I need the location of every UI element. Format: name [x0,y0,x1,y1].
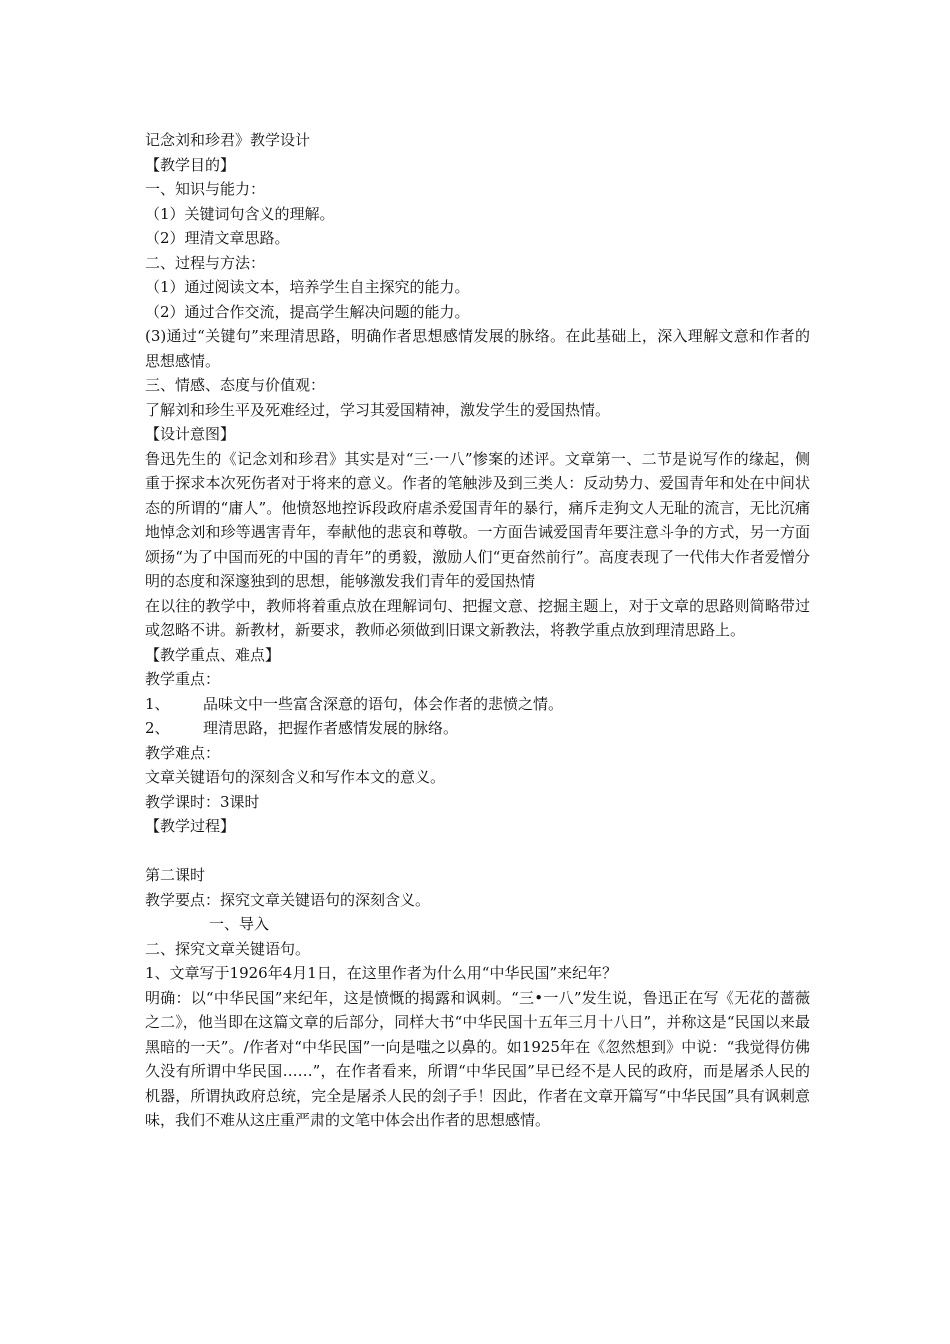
document-title: 记念刘和珍君》教学设计 [145,131,311,149]
key-point-1 [145,692,810,717]
blank-line [145,839,810,864]
lesson-2-point: 教学要点：探究文章关键语句的深刻含义。 [145,890,431,909]
objective-1-title: 一、知识与能力： [145,180,266,198]
heading-design-intent: 【设计意图】 [145,425,236,443]
key-point-2-text: 理清思路，把握作者感情发展的脉络。 [203,719,459,737]
objective-3-title: 三、情感、态度与价值观： [145,376,326,394]
class-hours: 教学课时：3课时 [145,792,260,811]
objective-1-item-a: （1）关键词句含义的理解。 [145,204,335,223]
difficulty-text: 文章关键语句的深刻含义和写作本文的意义。 [145,768,446,786]
step-2-title: 二、探究文章关键语句。 [145,939,311,958]
key-point-2-number: 2、 [145,719,170,737]
objective-2-item-c: (3)通过“关键句”来理清思路，明确作者思想感情发展的脉络。在此基础上，深入理解文意和作者的思想感情。 [145,327,810,370]
question-1: 1、文章写于1926年4月1日，在这里作者为什么用“中华民国”来纪年？ [145,964,618,982]
heading-key-points: 【教学重点、难点】 [145,645,281,664]
objective-2-item-a: （1）通过阅读文本，培养学生自主探究的能力。 [145,278,470,296]
design-intent-paragraph-1: 鲁迅先生的《记念刘和珍君》其实是对“三·一八”惨案的述评。文章第一、二节是说写作的缘起，侧重于探求本次死伤者对于将来的意义。作者的笔触涉及到三类人：反动势力、爱国青年和处在中间状态的所谓的“庸人”。他愤怒地控诉段政府虐杀爱国青年的暴行，痛斥走狗文人无耻的流言，无比沉痛地悼念刘和珍等遇害青年，奉献他的悲哀和尊敬。一方面告诫爱国青年要注意斗争的方式，另一方面颂扬“为了中国而死的中国的青年”的勇毅，激励人们“更奋然前行”。高度表现了一代伟大作者爱憎分明的态度和深邃独到的思想，能够激发我们青年的爱国热情 [145,449,810,590]
document-page [145,128,810,1133]
key-point-2 [145,716,810,741]
design-intent-paragraph-2: 在以往的教学中，教师将着重点放在理解词句、把握文意、挖掘主题上，对于文章的思路则简略带过或忽略不讲。新教材，新要求，教师必须做到旧课文新教法，将教学重点放到理清思路上。 [145,596,810,639]
heading-objectives: 【教学目的】 [145,155,236,174]
objective-2-title: 二、过程与方法： [145,253,266,272]
objective-2-item-b: （2）通过合作交流，提高学生解决问题的能力。 [145,302,470,321]
heading-process: 【教学过程】 [145,817,236,835]
key-point-1-number: 1、 [145,694,170,713]
objective-3-text: 了解刘和珍生平及死难经过，学习其爱国精神，激发学生的爱国热情。 [145,400,611,419]
key-point-1-text: 品味文中一些富含深意的语句，体会作者的悲愤之情。 [203,694,564,713]
answer-1: 明确：以“中华民国”来纪年，这是愤慨的揭露和讽刺。“三•一八”发生说，鲁迅正在写《无花的蔷薇之二》，他当即在这篇文章的后部分，同样大书“中华民国十五年三月十八日”，并称这是“民国以来最黑暗的一天”。/作者对“中华民国”一向是嗤之以鼻的。如1925年在《忽然想到》中说：“我觉得仿佛久没有所谓中华民国……”，在作者看来，所谓“中华民国”早已经不是人民的政府，而是屠杀人民的机器，所谓执政府总统，完全是屠杀人民的刽子手！因此，作者在文章开篇写“中华民国”具有讽刺意味，我们不难从这庄重严肃的文笔中体会出作者的思想感情。 [145,988,810,1129]
key-points-title: 教学重点： [145,670,221,688]
step-1-intro: 一、导入 [209,915,270,933]
difficulty-title: 教学难点： [145,743,221,762]
lesson-2-title: 第二课时 [145,866,206,884]
objective-1-item-b: （2）理清文章思路。 [145,229,290,247]
